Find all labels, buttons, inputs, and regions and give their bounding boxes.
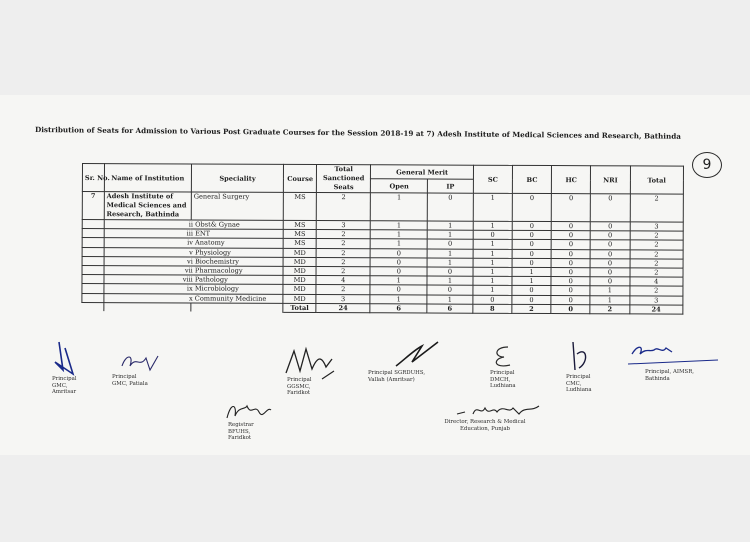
cell-hc: 0	[551, 258, 590, 267]
cell-bc: 0	[512, 295, 551, 304]
cell-nri: 1	[590, 295, 629, 304]
cell-course: MD	[283, 248, 316, 257]
signatory-aimsr: Principal, AIMSR, Bathinda	[645, 369, 694, 382]
cell-total: 24	[629, 305, 682, 314]
cell-nri: 0	[590, 258, 629, 267]
cell-bc: 0	[512, 221, 551, 230]
cell-sc: 1	[473, 267, 512, 276]
cell-seats: 2	[316, 285, 370, 294]
cell-hc: 0	[551, 295, 590, 304]
cell-total: 2	[629, 286, 682, 295]
cell-nri: 0	[591, 231, 630, 240]
cell-seats: 2	[316, 266, 370, 275]
cell-seats: 2	[316, 257, 370, 266]
cell-sc: 1	[473, 276, 512, 285]
cell-course: MD	[283, 294, 316, 303]
cell-seats: 2	[316, 248, 370, 257]
signatory-gmc-amritsar: Principal GMC, Amritsar	[52, 376, 77, 396]
cell-bc: 0	[512, 193, 551, 221]
cell-open: 1	[371, 221, 428, 230]
signature-sgrduhs	[392, 340, 442, 370]
col-nri: NRI	[591, 166, 630, 194]
cell-hc: 0	[551, 240, 590, 249]
cell-seats: 2	[316, 239, 370, 248]
cell-speciality: ix Microbiology	[104, 284, 284, 294]
cell-speciality: iii ENT	[104, 229, 284, 239]
totals-row	[82, 302, 683, 314]
cell-open: 1	[371, 239, 428, 248]
cell-hc: 0	[551, 231, 590, 240]
cell-ip: 1	[427, 249, 473, 258]
document-title: Distribution of Seats for Admission to Various Post Graduate Courses for the Session 2018-19 at 7) Adesh Institute of Medical Sciences and Research, Bathinda	[34, 125, 681, 141]
cell-sc: 8	[473, 304, 512, 313]
signatory-dmch: Principal DMCH, Ludhiana	[490, 370, 516, 390]
cell-seats: 24	[316, 303, 370, 312]
col-general-merit: General Merit	[371, 165, 473, 179]
cell-nri: 0	[590, 277, 629, 286]
signatory-ggsmc-faridkot: Principal GGSMC, Faridkot	[287, 377, 312, 397]
cell-nri: 0	[591, 240, 630, 249]
cell-ip: 1	[427, 295, 473, 304]
signature-director	[455, 400, 545, 420]
signatory-director: Director, Research & Medical Education, Punjab	[444, 419, 526, 432]
page-number: 9	[692, 152, 722, 178]
cell-total: 3	[629, 295, 682, 304]
signatory-sgrduhs: Principal SGRDUHS, Vallah (Amritsar)	[368, 370, 426, 383]
col-hc: HC	[552, 166, 591, 194]
header-row	[82, 164, 683, 181]
cell-course: MD	[283, 276, 316, 285]
cell-open: 0	[370, 285, 427, 294]
cell-ip: 1	[427, 258, 473, 267]
cell-sc: 1	[473, 221, 512, 230]
cell-sc: 1	[473, 193, 512, 221]
cell-bc: 0	[512, 258, 551, 267]
cell-ip: 1	[427, 221, 473, 230]
cell-hc: 0	[551, 194, 590, 222]
cell-bc: 0	[512, 231, 551, 240]
cell-bc: 1	[512, 277, 551, 286]
cell-sc: 1	[473, 240, 512, 249]
cell-open: 1	[370, 276, 427, 285]
cell-total: 4	[630, 277, 683, 286]
cell-ip: 0	[427, 285, 473, 294]
cell-nri: 0	[591, 194, 630, 222]
cell-course: MS	[284, 220, 317, 229]
cell-speciality: viii Pathology	[104, 275, 284, 285]
cell-sc: 0	[473, 230, 512, 239]
cell-sc: 1	[473, 249, 512, 258]
cell-hc: 0	[551, 249, 590, 258]
cell-seats: 4	[316, 276, 370, 285]
cell-hc: 0	[551, 304, 590, 313]
cell-ip: 0	[427, 267, 473, 276]
cell-nri: 2	[590, 304, 629, 313]
signatory-gmc-patiala: Principal GMC, Patiala	[112, 374, 148, 387]
cell-course: MS	[284, 239, 317, 248]
cell-bc: 0	[512, 249, 551, 258]
cell-speciality: x Community Medicine	[104, 293, 284, 303]
cell-total: 2	[630, 259, 683, 268]
cell-bc: 1	[512, 267, 551, 276]
cell-seats: 2	[316, 230, 370, 239]
signature-ggsmc-faridkot	[282, 345, 337, 380]
col-institution: Name of Institution	[104, 164, 191, 192]
cell-bc: 0	[512, 240, 551, 249]
cell-sc: 0	[473, 295, 512, 304]
col-ip: IP	[427, 179, 473, 193]
cell-course: MS	[284, 192, 317, 220]
cell-bc: 0	[512, 286, 551, 295]
cell-sc: 1	[473, 258, 512, 267]
cell-total: 2	[630, 268, 683, 277]
cell-speciality: vii Pharmacology	[104, 266, 284, 276]
cell-ip: 1	[427, 230, 473, 239]
cell-speciality: v Physiology	[104, 247, 284, 257]
col-course: Course	[284, 164, 317, 192]
signature-gmc-amritsar	[45, 340, 85, 380]
cell-open: 0	[371, 248, 428, 257]
col-sr-no: Sr. No.	[82, 164, 104, 192]
cell-sr-no: 7	[82, 192, 104, 220]
cell-ip: 6	[427, 304, 473, 313]
cell-open: 1	[371, 193, 428, 221]
cell-institution: Adesh Institute of Medical Sciences and Research, Bathinda	[104, 192, 191, 220]
col-speciality: Speciality	[191, 164, 284, 192]
signature-aimsr	[628, 340, 720, 370]
cell-ip: 0	[427, 239, 473, 248]
cell-course: MD	[283, 257, 316, 266]
signature-gmc-patiala	[118, 350, 163, 375]
cell-open: 6	[370, 303, 427, 312]
cell-ip: 0	[427, 193, 473, 221]
cell-nri: 0	[590, 268, 629, 277]
cell-bc: 2	[512, 304, 551, 313]
seat-distribution-table	[81, 163, 684, 315]
col-sc: SC	[473, 165, 512, 193]
cell-total-label: Total	[283, 303, 316, 312]
table-row	[82, 192, 683, 223]
cell-total: 2	[630, 249, 683, 258]
cell-speciality: General Surgery	[191, 192, 284, 220]
signature-cmc	[565, 340, 595, 375]
cell-course: MS	[284, 230, 317, 239]
cell-total: 2	[630, 194, 684, 222]
cell-hc: 0	[551, 267, 590, 276]
cell-open: 1	[370, 294, 427, 303]
cell-hc: 0	[551, 222, 590, 231]
cell-hc: 0	[551, 286, 590, 295]
cell-sc: 1	[473, 286, 512, 295]
cell-speciality: ii Obst& Gynae	[104, 220, 284, 230]
col-open: Open	[371, 179, 428, 193]
cell-total: 2	[630, 231, 683, 240]
signatory-cmc: Principal CMC, Ludhiana	[566, 374, 592, 394]
cell-total: 2	[630, 240, 683, 249]
cell-open: 0	[370, 267, 427, 276]
cell-seats: 3	[316, 221, 370, 230]
col-total-sanctioned: Total Sanctioned Seats	[316, 165, 371, 193]
cell-nri: 0	[591, 222, 630, 231]
cell-nri: 1	[590, 286, 629, 295]
col-bc: BC	[512, 165, 551, 193]
cell-seats: 2	[316, 193, 371, 221]
signature-dmch	[488, 343, 518, 371]
signatory-bfuhs: Registrar BFUHS, Faridkot	[228, 422, 254, 442]
cell-open: 1	[371, 230, 428, 239]
cell-course: MD	[283, 285, 316, 294]
cell-nri: 0	[590, 249, 629, 258]
cell-open: 0	[371, 258, 428, 267]
col-total: Total	[630, 166, 684, 194]
cell-course: MD	[283, 266, 316, 275]
cell-total: 3	[630, 222, 683, 231]
cell-speciality: vi Biochemistry	[104, 256, 284, 266]
cell-seats: 3	[316, 294, 370, 303]
cell-ip: 1	[427, 276, 473, 285]
cell-speciality: iv Anatomy	[104, 238, 284, 248]
cell-hc: 0	[551, 277, 590, 286]
